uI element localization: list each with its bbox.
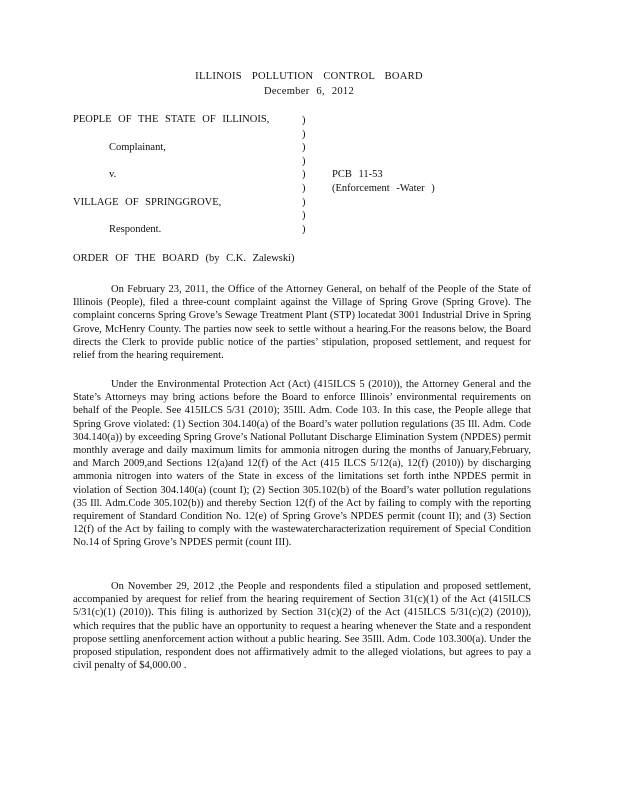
caption-parentheses: [302, 114, 306, 236]
caption-village: VILLAGE OF SPRINGGROVE,: [73, 197, 222, 208]
case-type: (Enforcement -Water ): [332, 183, 435, 194]
order-date: December 6, 2012: [263, 86, 355, 97]
paren: ): [302, 142, 306, 154]
paren: ): [302, 196, 306, 208]
order-of-the-board: ORDER OF THE BOARD (by C.K. Zalewski): [73, 253, 295, 264]
paragraph-3-text: On November 29, 2012 ,the People and respondents filed a stipulation and proposed settlement, accompanied by arequest for relief from the hearing requirement of Section 31(c)(1) of the Act (415ILCS 5/31(c)(1) (2010)). This filing is authorized by Section 31(c)(2) of the Act (415ILCS 5/31(c)(2) (2010)), which requires that the public have an opportunity to request a hearing whenever the State and a respondent propose settling anenforcement action without a public hearing. See 35Ill. Adm. Code 103.300(a). Under the proposed stipulation, respondent does not affirmatively admit to the alleged violations, but agrees to pay a civil penalty of $4,000.00 .: [73, 581, 531, 672]
caption-people: PEOPLE OF THE STATE OF ILLINOIS,: [73, 114, 270, 125]
caption-versus: v.: [109, 169, 117, 180]
paragraph-3: [73, 580, 531, 672]
paren: ): [302, 182, 306, 194]
paragraph-1-text: On February 23, 2011, the Office of the Attorney General, on behalf of the People of the State of Illinois (People), filed a three-count complaint against the Village of Spring Grove (Spring Grove). The complaint concerns Spring Grove’s Sewage Treatment Plant (STP) locatedat 3001 Industrial Drive in Spring Grove, McHenry County. The parties now seek to settle without a hearing.For the reasons below, the Board directs the Clerk to provide public notice of the parties’ stipulation, proposed settlement, and request for relief from the hearing requirement.: [73, 284, 531, 362]
paren: ): [302, 210, 306, 222]
paragraph-2: [73, 378, 531, 550]
case-number: PCB 11-53: [332, 169, 383, 180]
paren: ): [302, 169, 306, 181]
paren: ): [302, 128, 306, 140]
paren: ): [302, 155, 306, 167]
paragraph-2-text: Under the Environmental Protection Act (Act) (415ILCS 5 (2010)), the Attorney General and the State’s Attorneys may bring actions before the Board to enforce Illinois’ environmental requirements on behalf of the People. See 415ILCS 5/31 (2010); 35Ill. Adm. Code 103. In this case, the People allege that Spring Grove violated: (1) Section 304.140(a) of the Board’s water pollution regulations (35 Ill. Adm. Code 304.140(a)) by exceeding Spring Grove’s National Pollutant Discharge Elimination System (NPDES) permit monthly average and daily maximum limits for ammonia nitrogen during the months of January,February, and March 2009,and Sections 12(a)and 12(f) of the Act (415 ILCS 5/12(a), 12(f) (2010)) by discharging ammonia nitrogen into waters of the State in excess of the limitations set forth inthe NPDES permit in violation of Section 304.140(a) (count I); (2) Section 305.102(b) of the Board’s water pollution regulations (35 Ill. Adm.Code 305.102(b)) and thereby Section 12(f) of the Act by failing to comply with the reporting requirement of Standard Condition No. 12(e) of Spring Grove’s NPDES permit (count II); and (3) Section 12(f) of the Act by failing to comply with the wastewatercharacterization requirement of Special Condition No.14 of Spring Grove’s NPDES permit (count III).: [73, 379, 531, 549]
paren: ): [302, 115, 306, 126]
caption-respondent: Respondent.: [109, 224, 162, 235]
board-heading: ILLINOIS POLLUTION CONTROL BOARD: [195, 71, 423, 82]
caption-complainant: Complainant,: [109, 142, 166, 153]
paragraph-1: [73, 283, 531, 362]
paren: ): [302, 223, 306, 235]
